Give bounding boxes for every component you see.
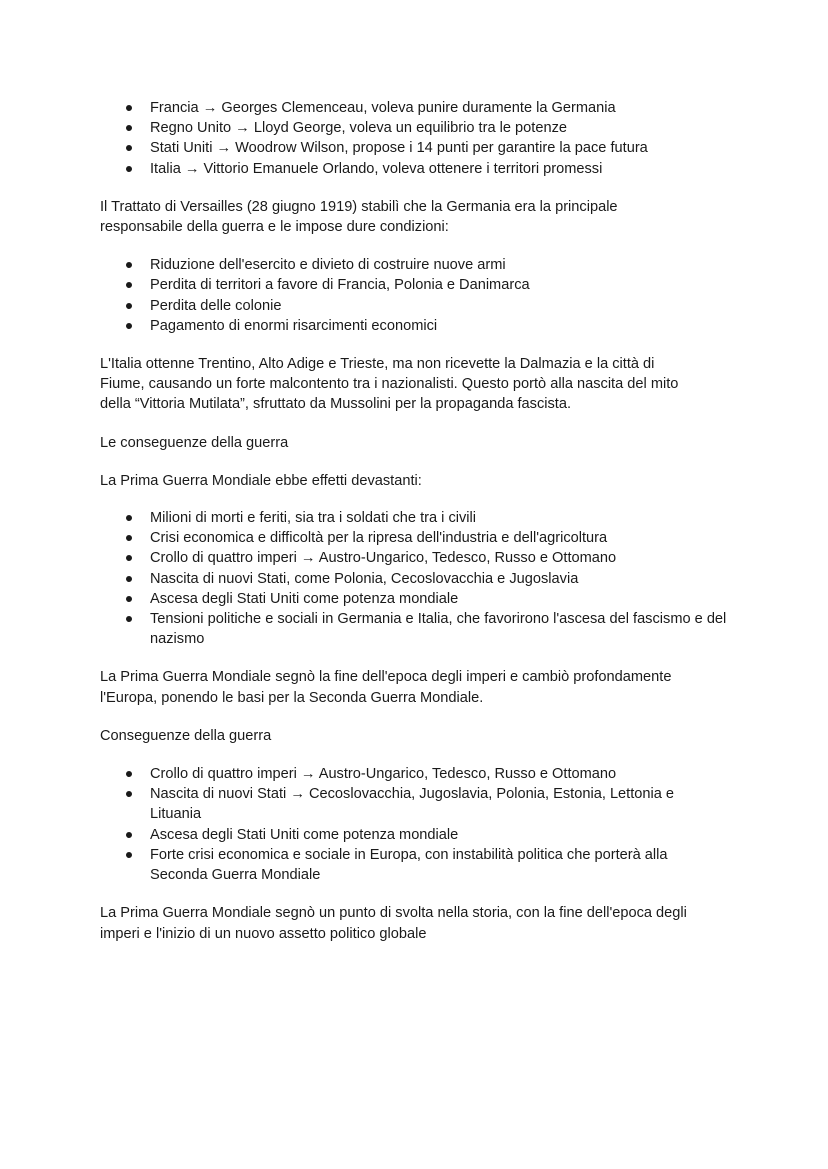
list-item: Nascita di nuovi Stati → Cecoslovacchia, Jugoslavia, Polonia, Estonia, Lettonia e Lituania xyxy=(150,784,710,824)
section-heading: Conseguenze della guerra xyxy=(100,727,272,744)
list-item: Crisi economica e difficoltà per la ripresa dell'industria e dell'agricoltura xyxy=(150,528,730,548)
bullet-icon xyxy=(126,262,132,268)
bullet-icon xyxy=(126,166,132,172)
list-item: Perdita delle colonie xyxy=(150,296,740,316)
list-item: Crollo di quattro imperi → Austro-Ungarico, Tedesco, Russo e Ottomano xyxy=(150,764,710,784)
bullet-icon xyxy=(126,791,132,797)
list-item: Tensioni politiche e sociali in Germania e Italia, che favorirono l'ascesa del fascismo e del nazismo xyxy=(150,609,730,649)
conditions-list xyxy=(100,255,740,336)
bullet-icon xyxy=(126,145,132,151)
bullet-icon xyxy=(126,535,132,541)
section-heading: Le conseguenze della guerra xyxy=(100,434,289,451)
bullet-icon xyxy=(126,555,132,561)
list-item: Francia → Georges Clemenceau, voleva punire duramente la Germania xyxy=(150,98,740,118)
list-item: Ascesa degli Stati Uniti come potenza mondiale xyxy=(150,589,730,609)
delegations-list xyxy=(100,98,740,179)
bullet-icon xyxy=(126,515,132,521)
list-item: Nascita di nuovi Stati, come Polonia, Cecoslovacchia e Jugoslavia xyxy=(150,569,730,589)
italia-paragraph: L'Italia ottenne Trentino, Alto Adige e Trieste, ma non ricevette la Dalmazia e la città di Fiume, causando un forte malcontento tra i nazionalisti. Questo portò alla nascita del mito della “Vittoria Mutilata”, sfruttato da Mussolini per la propaganda fascista. xyxy=(100,356,679,413)
list-item: Milioni di morti e feriti, sia tra i soldati che tra i civili xyxy=(150,508,730,528)
list-item: Riduzione dell'esercito e divieto di costruire nuove armi xyxy=(150,255,740,275)
list-item: Forte crisi economica e sociale in Europa, con instabilità politica che porterà alla Seconda Guerra Mondiale xyxy=(150,845,710,885)
document-page xyxy=(100,98,740,944)
bullet-icon xyxy=(126,852,132,858)
list-item: Perdita di territori a favore di Francia, Polonia e Danimarca xyxy=(150,275,740,295)
versailles-paragraph: Il Trattato di Versailles (28 giugno 1919) stabilì che la Germania era la principale responsabile della guerra e le impose dure condizioni: xyxy=(100,198,618,236)
list-item: Ascesa degli Stati Uniti come potenza mondiale xyxy=(150,825,710,845)
bullet-icon xyxy=(126,576,132,582)
list-item: Italia → Vittorio Emanuele Orlando, voleva ottenere i territori promessi xyxy=(150,159,740,179)
bullet-icon xyxy=(126,771,132,777)
bullet-icon xyxy=(126,596,132,602)
list-item: Crollo di quattro imperi → Austro-Ungarico, Tedesco, Russo e Ottomano xyxy=(150,548,730,568)
effetti-list xyxy=(100,508,730,649)
bullet-icon xyxy=(126,282,132,288)
bullet-icon xyxy=(126,105,132,111)
bullet-icon xyxy=(126,323,132,329)
bullet-icon xyxy=(126,616,132,622)
fine-imperi-paragraph: La Prima Guerra Mondiale segnò la fine dell'epoca degli imperi e cambiò profondamente l'Europa, ponendo le basi per la Seconda Guerra Mondiale. xyxy=(100,669,672,706)
bullet-icon xyxy=(126,125,132,131)
effetti-intro-paragraph: La Prima Guerra Mondiale ebbe effetti devastanti: xyxy=(100,472,422,489)
list-item: Stati Uniti → Woodrow Wilson, propose i 14 punti per garantire la pace futura xyxy=(150,138,740,158)
conseguenze-list xyxy=(100,764,710,885)
bullet-icon xyxy=(126,832,132,838)
conclusione-paragraph: La Prima Guerra Mondiale segnò un punto di svolta nella storia, con la fine dell'epoca degli imperi e l'inizio di un nuovo assetto politico globale xyxy=(100,905,687,942)
list-item: Regno Unito → Lloyd George, voleva un equilibrio tra le potenze xyxy=(150,118,740,138)
bullet-icon xyxy=(126,303,132,309)
list-item: Pagamento di enormi risarcimenti economici xyxy=(150,316,740,336)
